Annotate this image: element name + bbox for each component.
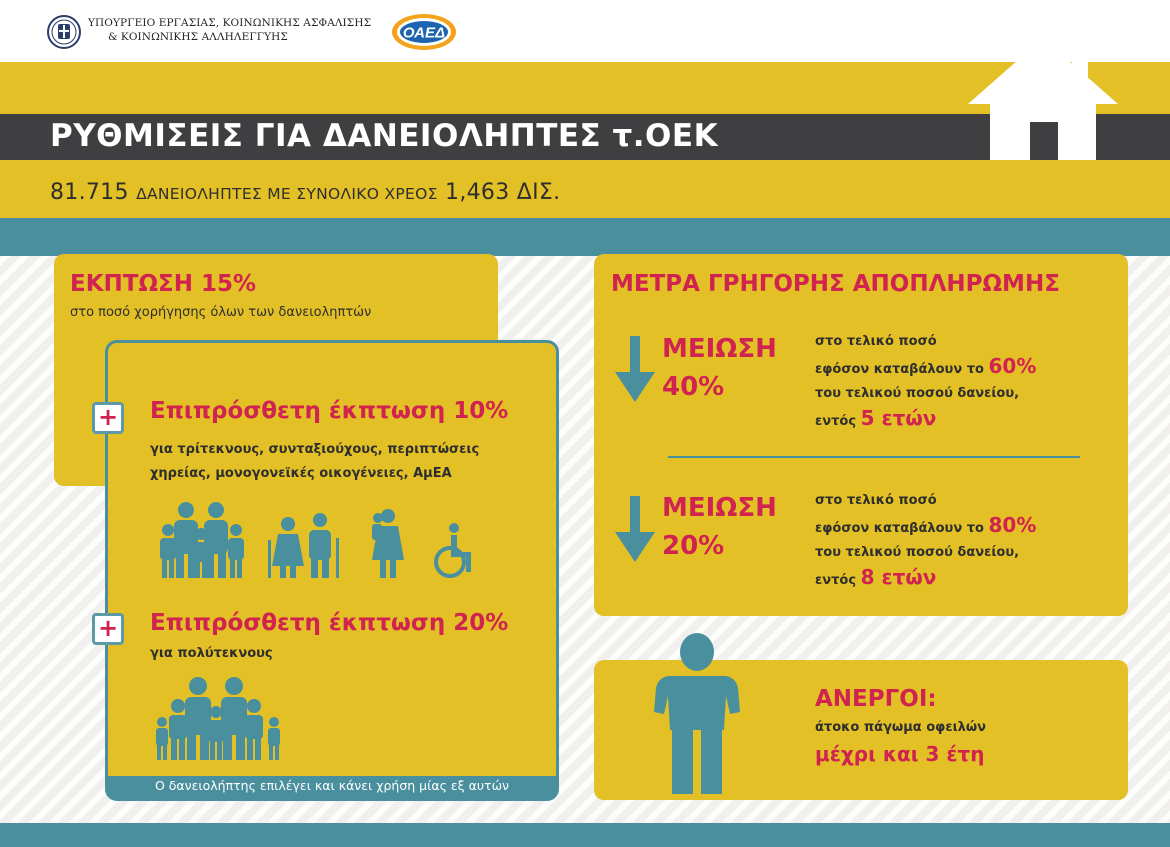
reduction-1-desc [815, 330, 1036, 434]
discount-desc: στο ποσό χορήγησης όλων των δανειοληπτών [70, 305, 372, 320]
borrowers-count: 81.715 [50, 180, 129, 205]
unemployed-line-1: άτοκο πάγωμα οφειλών [815, 720, 987, 735]
ministry-line-2: & ΚΟΙΝΩΝΙΚΗΣ ΑΛΛΗΛΕΓΓΥΗΣ [108, 31, 288, 43]
down-arrow-icon [615, 496, 655, 562]
bottom-teal-band [0, 823, 1170, 847]
oaed-logo [390, 12, 458, 52]
house-icon [968, 34, 1118, 162]
top-teal-band [0, 218, 1170, 256]
reduction-1-line-3: του τελικού ποσού δανείου, [815, 386, 1020, 401]
reduction-2 [662, 489, 777, 565]
elderly-couple-icon [268, 513, 339, 578]
reduction-1-line-1: στο τελικό ποσό [815, 334, 937, 349]
reduction-1-line-4: εντός [815, 414, 857, 429]
unemployed-line-2: μέχρι και 3 έτη [815, 742, 985, 766]
plus-icon: + [92, 613, 124, 645]
extra-discount-1-desc [150, 438, 479, 486]
greek-emblem-icon [46, 14, 82, 50]
extra-discount-1-title: Επιπρόσθετη έκπτωση 10% [150, 398, 509, 424]
subtitle [50, 180, 560, 205]
extra-discount-2-title: Επιπρόσθετη έκπτωση 20% [150, 610, 509, 636]
reduction-1-years: 5 ετών [860, 406, 937, 430]
beneficiary-icons [156, 500, 486, 582]
reduction-2-label: ΜΕΙΩΣΗ [662, 493, 777, 523]
plus-icon: + [92, 402, 124, 434]
discount-note: Ο δανειολήπτης επιλέγει και κάνει χρήση μίας εξ αυτών [105, 776, 559, 798]
oaed-logo-text: ΟΑΕΔ [402, 24, 446, 42]
reduction-2-desc [815, 489, 1036, 593]
ministry-line-1: ΥΠΟΥΡΓΕΙΟ ΕΡΓΑΣΙΑΣ, ΚΟΙΝΩΝΙΚΗΣ ΑΣΦΑΛΙΣΗΣ [88, 17, 372, 29]
reduction-2-line-3: του τελικού ποσού δανείου, [815, 545, 1020, 560]
total-debt: 1,463 ΔΙΣ. [445, 180, 561, 205]
extra-discount-1-line-2: χηρείας, μονογονεϊκές οικογένειες, ΑμΕΑ [150, 466, 452, 481]
divider [668, 456, 1080, 458]
fast-payment-title: ΜΕΤΡΑ ΓΡΗΓΟΡΗΣ ΑΠΟΠΛΗΡΩΜΗΣ [611, 271, 1060, 297]
extra-discount-1-line-1: για τρίτεκνους, συνταξιούχους, περιπτώσεις [150, 442, 480, 457]
family-icon [160, 502, 244, 578]
discount-title: ΕΚΠΤΩΣΗ 15% [70, 271, 257, 297]
wheelchair-icon [436, 523, 471, 576]
extra-discount-2-desc: για πολύτεκνους [150, 646, 273, 661]
ministry-name [88, 16, 371, 44]
unemployed-title: ΑΝΕΡΓΟΙ: [815, 686, 937, 712]
reduction-1-line-2: εφόσον καταβάλουν το [815, 362, 984, 377]
reduction-2-paid-pct: 80% [988, 513, 1037, 537]
borrowers-text: ΔΑΝΕΙΟΛΗΠΤΕΣ ΜΕ ΣΥΝΟΛΙΚΟ ΧΡΕΟΣ [136, 185, 438, 203]
reduction-2-line-1: στο τελικό ποσό [815, 493, 937, 508]
reduction-1 [662, 330, 777, 406]
reduction-2-years: 8 ετών [860, 565, 937, 589]
reduction-2-pct: 20% [662, 531, 725, 561]
reduction-1-pct: 40% [662, 372, 725, 402]
reduction-1-paid-pct: 60% [988, 354, 1037, 378]
page-title: ΡΥΘΜΙΣΕΙΣ ΓΙΑ ΔΑΝΕΙΟΛΗΠΤΕΣ τ.ΟΕΚ [50, 118, 719, 154]
down-arrow-icon [615, 336, 655, 402]
reduction-2-line-4: εντός [815, 573, 857, 588]
single-parent-icon [372, 509, 404, 578]
large-family-icon [154, 676, 284, 762]
unemployed-person-icon [652, 632, 742, 796]
reduction-2-line-2: εφόσον καταβάλουν το [815, 521, 984, 536]
reduction-1-label: ΜΕΙΩΣΗ [662, 334, 777, 364]
